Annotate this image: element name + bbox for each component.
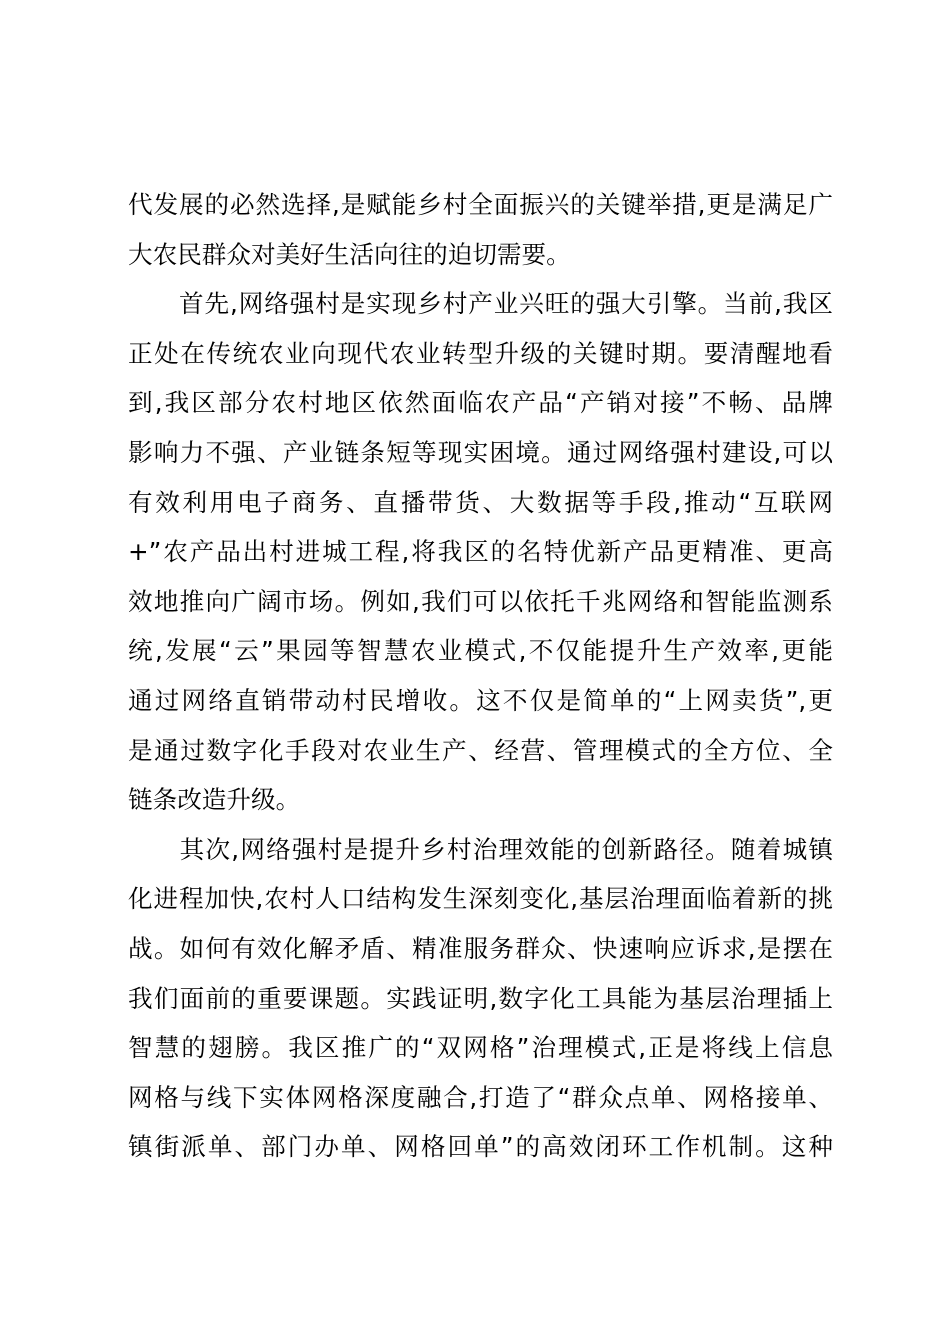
text-line: 镇街派单、部门办单、网格回单”的高效闭环工作机制。这种 [128,1132,833,1162]
text-line: 到,我区部分农村地区依然面临农产品“产销对接”不畅、品牌 [128,388,833,418]
text-line: +”农产品出村进城工程,将我区的名特优新产品更精准、更高 [128,537,833,567]
text-line: 通过网络直销带动村民增收。这不仅是简单的“上网卖货”,更 [128,685,833,715]
text-line: 首先,网络强村是实现乡村产业兴旺的强大引擎。当前,我区 [128,289,833,319]
text-line: 战。如何有效化解矛盾、精准服务群众、快速响应诉求,是摆在 [128,933,833,963]
text-line: 正处在传统农业向现代农业转型升级的关键时期。要清醒地看 [128,338,833,368]
text-line: 有效利用电子商务、直播带货、大数据等手段,推动“互联网 [128,487,833,517]
text-line: 我们面前的重要课题。实践证明,数字化工具能为基层治理插上 [128,983,833,1013]
text-line: 智慧的翅膀。我区推广的“双网格”治理模式,正是将线上信息 [128,1033,833,1063]
text-line: 网格与线下实体网格深度融合,打造了“群众点单、网格接单、 [128,1082,833,1112]
text-line: 大农民群众对美好生活向往的迫切需要。 [128,239,571,269]
document-body [128,180,833,1172]
text-line: 代发展的必然选择,是赋能乡村全面振兴的关键举措,更是满足广 [128,190,833,219]
text-line: 化进程加快,农村人口结构发生深刻变化,基层治理面临着新的挑 [128,884,833,914]
text-line: 影响力不强、产业链条短等现实困境。通过网络强村建设,可以 [128,437,833,467]
text-line: 其次,网络强村是提升乡村治理效能的创新路径。随着城镇 [128,834,833,864]
text-line: 效地推向广阔市场。例如,我们可以依托千兆网络和智能监测系 [128,586,833,616]
text-line: 链条改造升级。 [128,785,301,815]
text-line: 是通过数字化手段对农业生产、经营、管理模式的全方位、全 [128,735,833,765]
text-line: 统,发展“云”果园等智慧农业模式,不仅能提升生产效率,更能 [128,636,833,666]
